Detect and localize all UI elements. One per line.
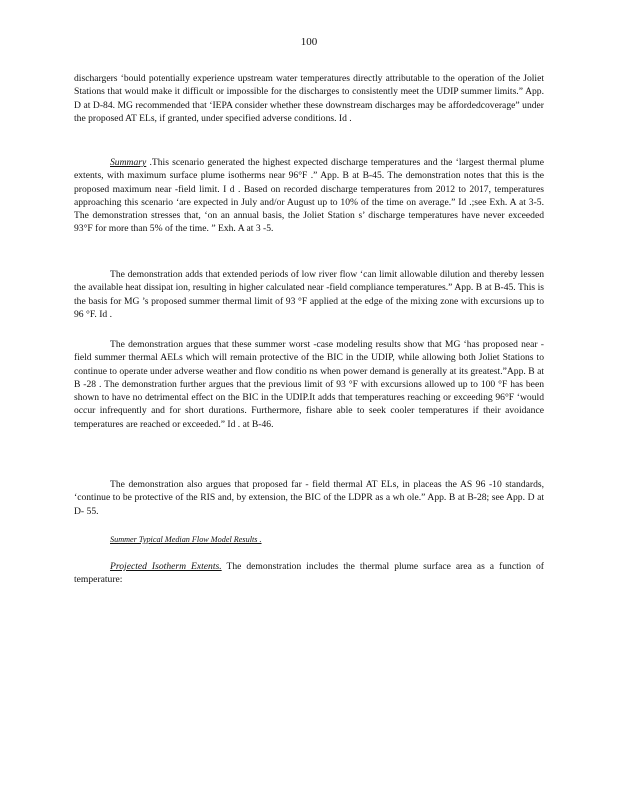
section-heading: Summer Typical Median Flow Model Results . (110, 535, 262, 544)
paragraph-projected-isotherm-text: The demonstration includes the thermal plume surface area as a function of temperature: (74, 561, 544, 586)
paragraph-1-text: dischargers ‘bould potentially experience upstream water temperatures directly attributable to the operation of the Joliet Stations that would make it difficult or impossible for the discharges to consistently meet the UDIP summer limits.” App. D at D-84. MG recommended that ‘IEPA consider whether these downstream discharges may be affordedcoverage” under the proposed AT ELs, if granted, under specified adverse conditions. Id . (74, 73, 544, 124)
paragraph-4 (74, 338, 544, 431)
paragraph-3 (74, 268, 544, 321)
paragraph-1 (74, 72, 544, 125)
paragraph-summary-text: .This scenario generated the highest expected discharge temperatures and the ‘largest thermal plume extents, with maximum surface plume isotherms near 96°F .” App. B at B-45. The demonstration notes that this is the proposed maximum near -field limit. I d . Based on recorded discharge temperatures from 2012 to 2017, temperatures approaching this scenario ‘are expected in July and/or August up to 10% of the time on average.” Id .;see Exh. A at 3-5. The demonstration stresses that, ‘on an annual basis, the Joliet Station s’ discharge temperatures have never exceeded 93°F for more than 5% of the time. ” Exh. A at 3 -5. (74, 157, 544, 235)
paragraph-4-text: The demonstration argues that these summer worst -case modeling results show that MG ‘has proposed near -field summer thermal AELs which will remain protective of the BIC in the UDIP, while allowing both Joliet Stations to continue to operate under adverse weather and flow conditio ns when power demand is generally at its greatest.”App. B at B -28 . The demonstration further argues that the previous limit of 93 °F with excursions allowed up to 100 °F has been shown to have no detrimental effect on the BIC in the UDIP.It adds that temperatures reaching or exceeding 96°F ‘would occur infrequently and for short durations. Furthermore, fishare able to seek cooler temperatures if their avoidance temperatures are reached or exceeded.” Id . at B-46. (74, 339, 544, 430)
paragraph-5 (74, 478, 544, 518)
summary-run-in-heading: Summary (110, 157, 147, 168)
page-number: 100 (300, 36, 318, 48)
paragraph-3-text: The demonstration adds that extended periods of low river flow ‘can limit allowable dilution and thereby lessen the available heat dissipat ion, resulting in higher calculated near -field compliance temperatures.” App. B at B-45. This is the basis for MG ’s proposed summer thermal limit of 93 °F applied at the edge of the mixing zone with excursions up to 96 °F. Id . (74, 269, 544, 320)
paragraph-projected-isotherm (74, 560, 544, 587)
paragraph-5-text: The demonstration also argues that proposed far - field thermal AT ELs, in placeas the AS 96 -10 standards, ‘continue to be protective of the RIS and, by extension, the BIC of the LDPR as a wh ole.” App. B at B-28; see App. D at D- 55. (74, 479, 544, 517)
projected-isotherm-run-in-heading: Projected Isotherm Extents. (110, 561, 222, 572)
paragraph-summary (74, 156, 544, 236)
